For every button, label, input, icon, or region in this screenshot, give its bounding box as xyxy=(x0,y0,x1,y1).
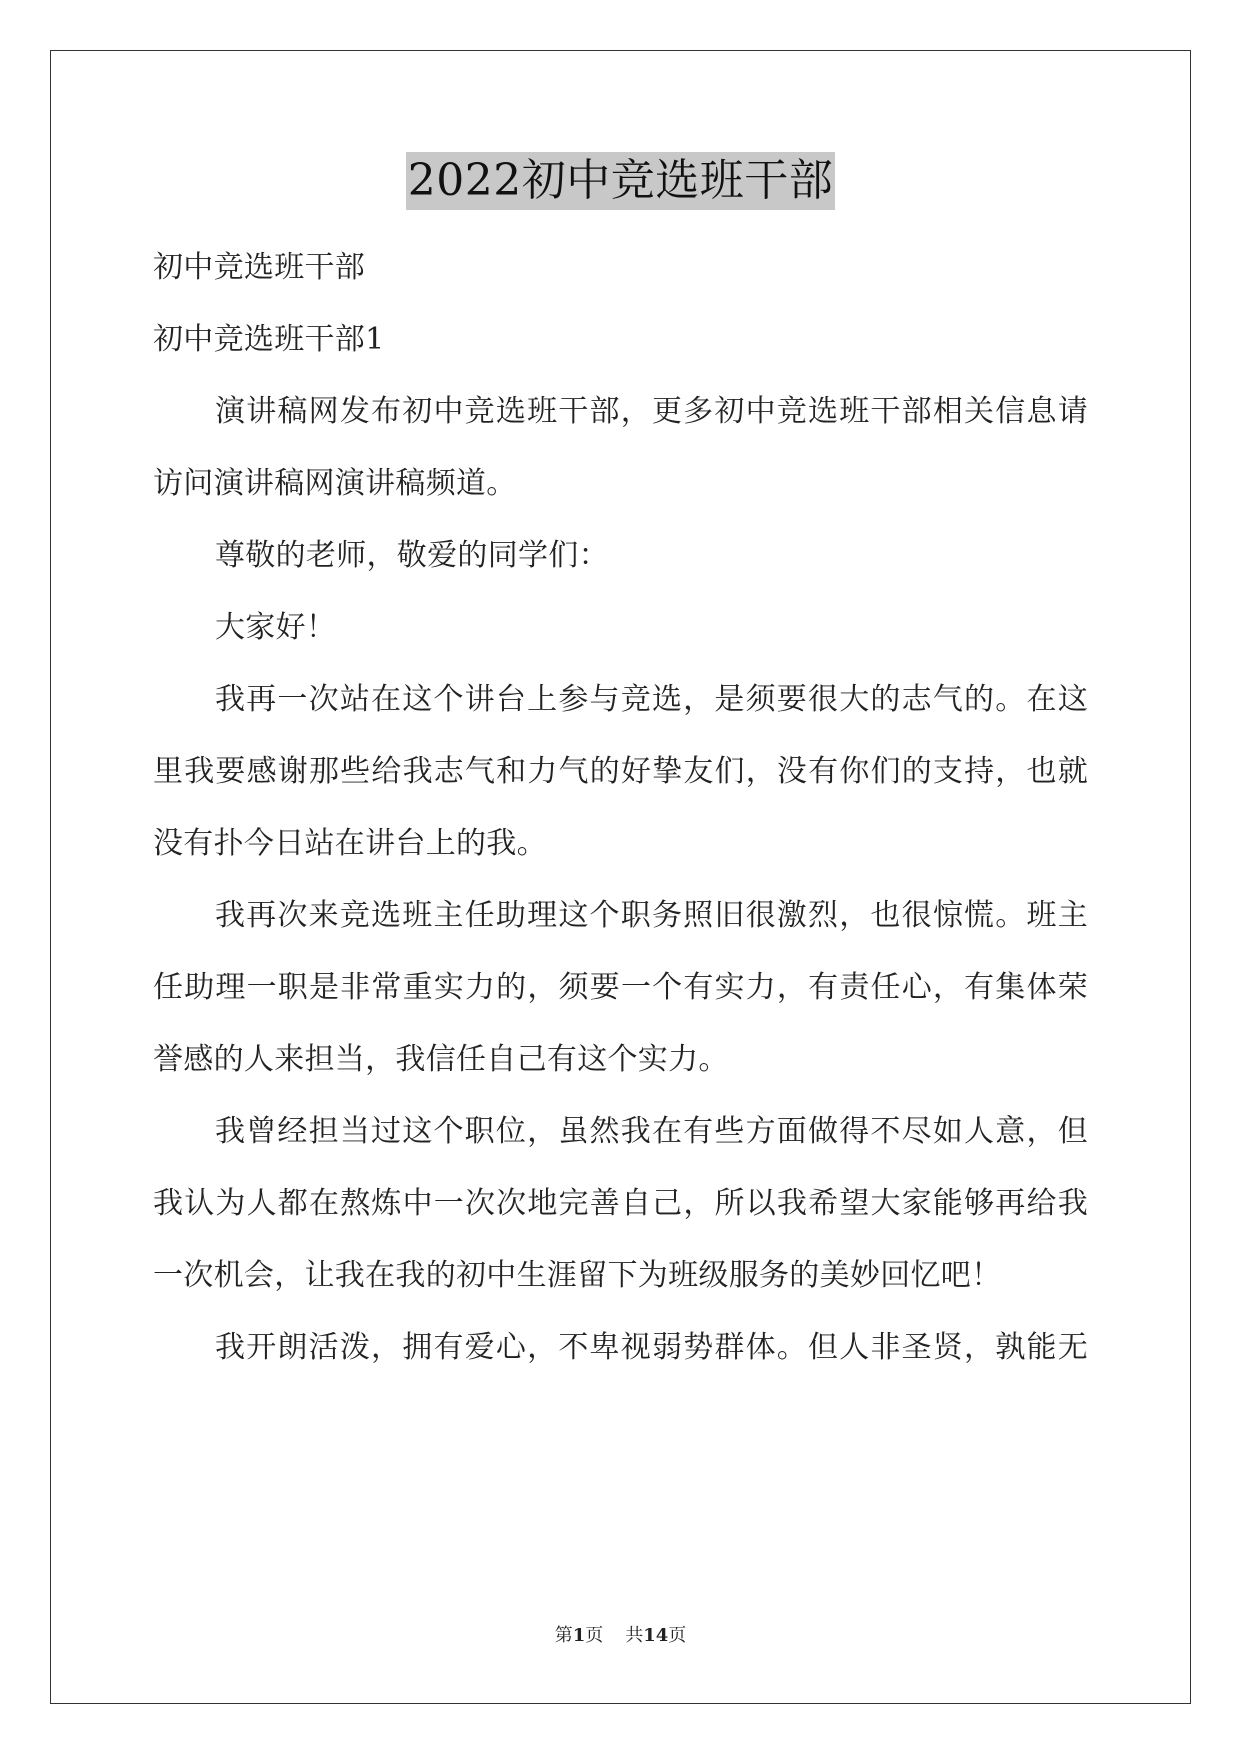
text-line: 一次机会，让我在我的初中生涯留下为班级服务的美妙回忆吧！ xyxy=(153,1258,1002,1293)
page-border xyxy=(50,50,1191,1704)
text-line: 初中竞选班干部 xyxy=(153,250,366,285)
text-line: 我认为人都在熬炼中一次次地完善自己，所以我希望大家能够再给我 xyxy=(153,1186,1088,1221)
text-line: 我曾经担当过这个职位，虽然我在有些方面做得不尽如人意，但 xyxy=(215,1114,1088,1149)
text-line: 我再一次站在这个讲台上参与竞选，是须要很大的志气的。在这 xyxy=(215,682,1088,717)
text-line: 里我要感谢那些给我志气和力气的好挚友们，没有你们的支持，也就 xyxy=(153,754,1088,789)
total-suffix: 页 xyxy=(668,1625,687,1646)
text-line: 演讲稿网发布初中竞选班干部，更多初中竞选班干部相关信息请 xyxy=(215,394,1088,429)
text-line: 我开朗活泼，拥有爱心，不卑视弱势群体。但人非圣贤，孰能无 xyxy=(215,1330,1088,1365)
page-number: 1 xyxy=(572,1625,586,1646)
page-suffix: 页 xyxy=(585,1625,604,1646)
text-line: 初中竞选班干部1 xyxy=(153,322,385,357)
text-line: 没有扑今日站在讲台上的我。 xyxy=(153,826,547,861)
document-title: 2022初中竞选班干部 xyxy=(406,152,835,210)
total-prefix: 共 xyxy=(625,1625,644,1646)
page-prefix: 第 xyxy=(554,1625,573,1646)
text-line: 任助理一职是非常重实力的，须要一个有实力，有责任心，有集体荣 xyxy=(153,970,1088,1005)
text-line: 尊敬的老师，敬爱的同学们： xyxy=(215,538,609,573)
text-line: 访问演讲稿网演讲稿频道。 xyxy=(153,466,517,501)
text-line: 大家好！ xyxy=(215,610,337,645)
total-pages: 14 xyxy=(643,1625,669,1646)
page-footer xyxy=(0,1624,1241,1648)
title-container xyxy=(0,152,1241,210)
text-line: 誉感的人来担当，我信任自己有这个实力。 xyxy=(153,1042,729,1077)
text-line: 我再次来竞选班主任助理这个职务照旧很激烈，也很惊慌。班主 xyxy=(215,898,1088,933)
